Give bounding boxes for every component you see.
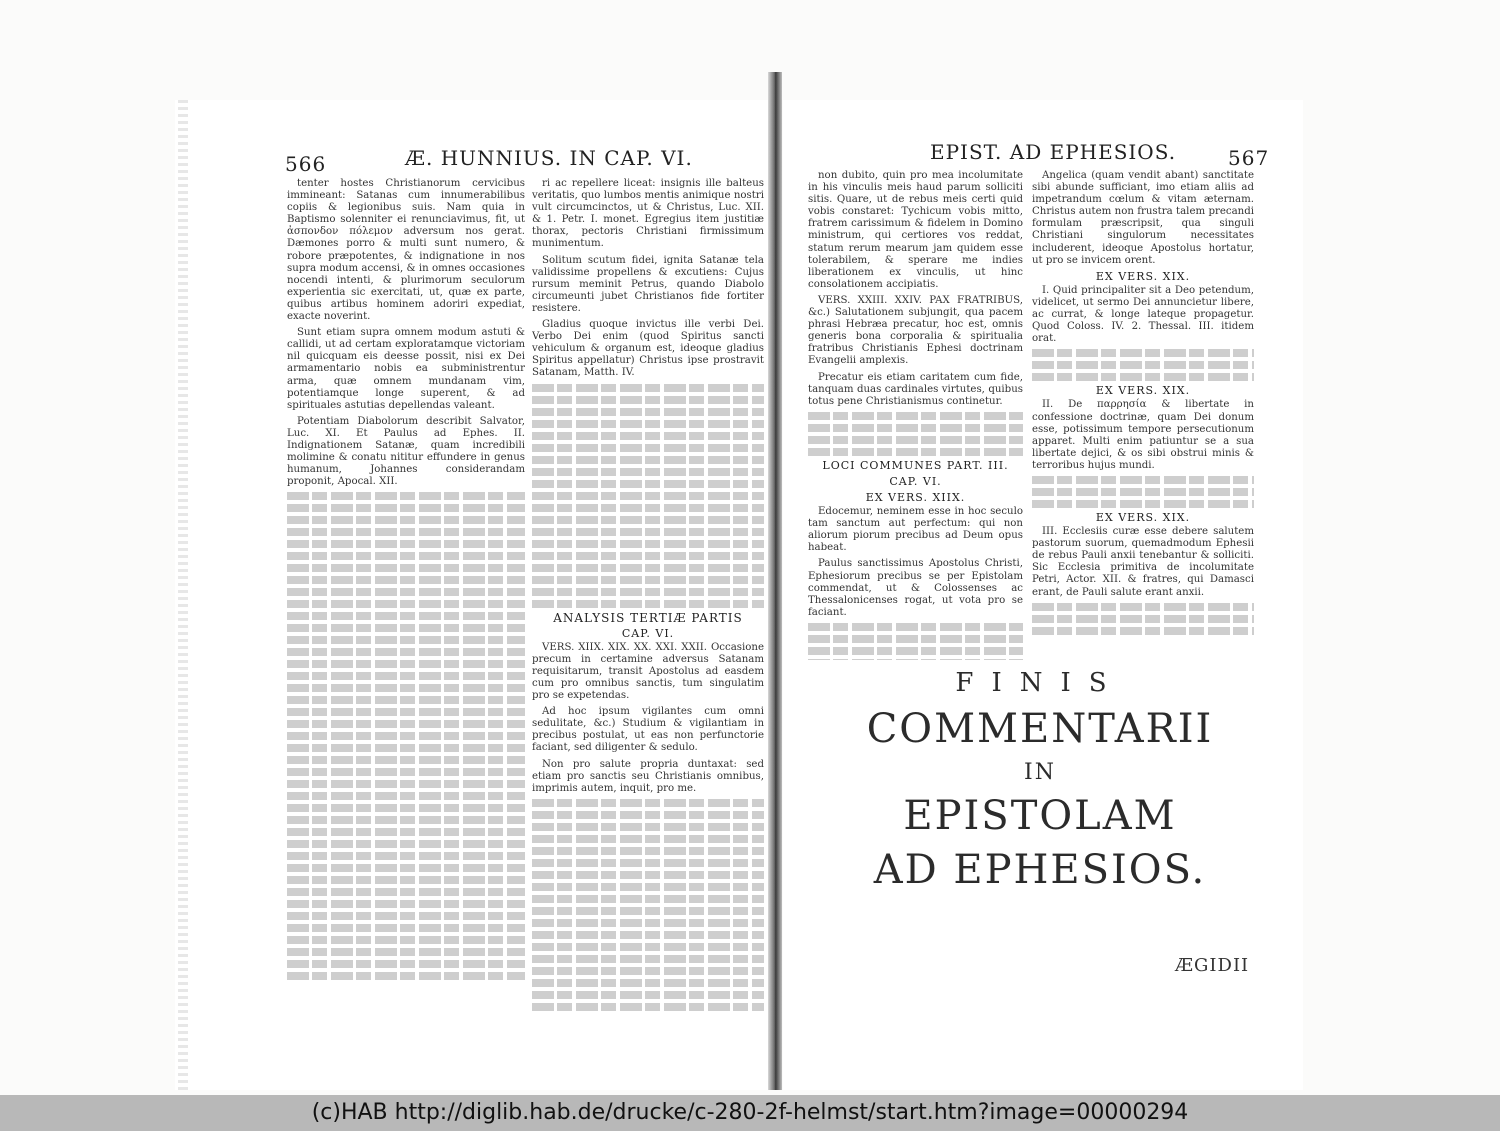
illegible-line: [287, 564, 525, 572]
illegible-line: [287, 540, 525, 548]
paragraph: III. Ecclesiis curæ esse debere salutem pastorum suorum, quemadmodum Ephesii de rebus Pauli anxii tenebantur & solliciti. Sic Ecclesia primitiva de incolumitate Petri, Actor. XII. & fratres, qui Damasci erant, de Pauli salute erant anxii.: [1032, 526, 1254, 598]
illegible-line: [532, 600, 764, 608]
book-gutter: [768, 72, 782, 1090]
illegible-line: [287, 696, 525, 704]
paragraph: Gladius quoque invictus ille verbi Dei. Verbo Dei enim (quod Spiritus sancti vehiculum & organum est, ideoque gladius Spiritus appellatur) Christus ipse prostravit Satanam, Matth. IV.: [532, 319, 764, 379]
footer-source-text: (c)HAB http://diglib.hab.de/drucke/c-280-2f-helmst/start.htm?image=00000294: [311, 1100, 1189, 1125]
illegible-line: [532, 907, 764, 915]
paragraph: tenter hostes Christianorum cervicibus immineant: Satanas cum innumerabilibus copiis & legionibus suis. Nam quia in Baptismo solenniter ei renunciavimus, fit, ut ἀσπονδον πόλεμον adversum nos gerat. Dæmones porro & multi sunt numero, & robore præpotentes, & indignatione in nos supra modum accensi, & in omnes occasiones nocendi intenti, & plurimorum seculorum experientia sic exercitati, ut, quæ ex parte, quibus artibus hominem adoriri expediat, exacte noverint.: [287, 178, 525, 323]
paragraph: I. Quid principaliter sit a Deo petendum, videlicet, ut sermo Dei annuncietur libere, ac currat, & longe lateque propagetur. Quod Coloss. IV. 2. Thessal. III. itidem orat.: [1032, 284, 1254, 345]
illegible-line: [532, 408, 764, 416]
illegible-line: [287, 624, 525, 632]
illegible-line: [287, 708, 525, 716]
colophon-ad-ephesios: AD EPHESIOS.: [873, 847, 1207, 893]
colophon-in: IN: [1024, 760, 1056, 785]
illegible-line: [287, 528, 525, 536]
illegible-line: [287, 852, 525, 860]
illegible-line: [532, 943, 764, 951]
illegible-line: [532, 871, 764, 879]
illegible-line: [287, 672, 525, 680]
paragraph: Sunt etiam supra omnem modum astuti & callidi, ut ad certam exploratamque victoriam nil quicquam eis deesse possit, nisi ex Dei armamentario nobis ea subministrentur arma, quæ omnem mundanam vim, potentiamque longe superent, & ad spirituales astutias depellendas valeant.: [287, 327, 525, 411]
illegible-line: [532, 883, 764, 891]
illegible-line: [532, 895, 764, 903]
illegible-line: [287, 960, 525, 968]
illegible-line: [532, 444, 764, 452]
illegible-line: [808, 424, 1023, 432]
left-running-head: Æ. HUNNIUS. IN CAP. VI.: [405, 146, 693, 170]
illegible-line: [1032, 373, 1254, 381]
colophon-epistolam: EPISTOLAM: [903, 793, 1177, 839]
illegible-line: [287, 840, 525, 848]
page-edge-left: [178, 100, 188, 1090]
illegible-line: [287, 648, 525, 656]
paragraph: Edocemur, neminem esse in hoc seculo tam sanctum aut perfectum: qui non aliorum piorum precibus ad Deum opus habeat.: [808, 506, 1023, 554]
illegible-line: [287, 864, 525, 872]
illegible-line: [287, 972, 525, 980]
illegible-line: [532, 835, 764, 843]
paragraph: ri ac repellere liceat: insignis ille balteus veritatis, quo lumbos mentis animique nostri vult circumcinctos, ut & Christus, Luc. XII. & 1. Petr. I. monet. Egregius item justitiæ thorax, pectoris Christiani firmissimum munimentum.: [532, 178, 764, 250]
illegible-line: [532, 588, 764, 596]
illegible-line: [532, 504, 764, 512]
illegible-line: [532, 811, 764, 819]
illegible-line: [532, 799, 764, 807]
illegible-line: [287, 876, 525, 884]
illegible-line: [532, 979, 764, 987]
right-running-head: EPIST. AD EPHESIOS.: [930, 140, 1177, 164]
loci-chapter: CAP. VI.: [889, 474, 942, 488]
illegible-line: [287, 756, 525, 764]
paragraph: Non pro salute propria duntaxat: sed etiam pro sanctis seu Christianis omnibus, imprimis autem, inquit, pro me.: [532, 758, 764, 794]
illegible-line: [287, 780, 525, 788]
illegible-line: [287, 888, 525, 896]
paragraph: VERS. XIIX. XIX. XX. XXI. XXII. Occasione precum in certamine adversus Satanam requisitarum, transit Apostolus ad easdem cum pro omnibus sanctis, tum singulatim pro se expetendas.: [532, 641, 764, 702]
catchword: ÆGIDII: [1175, 955, 1250, 976]
illegible-line: [532, 480, 764, 488]
illegible-line: [532, 528, 764, 536]
right-page-column-2: [1032, 170, 1254, 660]
paragraph: Angelica (quam vendit abant) sanctitate sibi abunde sufficiant, imo etiam aliis ad impetrandum cœlum & vitam æternam. Christus autem non frustra talem precandi formulam præscripsit, qua singuli Christiani singulorum necessitates includerent, ideoque Apostolus hortatur, ut pro se invicem orent.: [1032, 170, 1254, 266]
illegible-line: [808, 635, 1023, 643]
illegible-line: [532, 396, 764, 404]
paragraph: non dubito, quin pro mea incolumitate in his vinculis meis haud parum solliciti sitis. Quare, ut de rebus meis certi quid vobis constaret: Tychicum vobis mitto, fratrem carissimum & fidelem in Domino ministrum, qui certiores vos reddat, statum rerum mearum jam quidem esse tolerabilem, & sperare me indies liberationem ex vinculis, ut hinc consolationem accipiatis.: [808, 170, 1023, 290]
illegible-line: [287, 504, 525, 512]
illegible-line: [532, 967, 764, 975]
illegible-line: [1032, 627, 1254, 635]
footer-bar: [0, 1095, 1500, 1131]
illegible-line: [1032, 349, 1254, 357]
illegible-line: [287, 636, 525, 644]
illegible-line: [532, 420, 764, 428]
left-page-column-1: [287, 178, 525, 1028]
illegible-line: [287, 660, 525, 668]
illegible-line: [287, 684, 525, 692]
illegible-line: [532, 1003, 764, 1011]
illegible-line: [287, 600, 525, 608]
loci-title: LOCI COMMUNES PART. III.: [822, 458, 1009, 472]
illegible-line: [287, 732, 525, 740]
paragraph: Precatur eis etiam caritatem cum fide, tanquam duas cardinales virtutes, quibus totus pene Christianismus continetur.: [808, 371, 1023, 407]
illegible-line: [532, 552, 764, 560]
paragraph: II. De παρρησία & libertate in confessione doctrinæ, quam Dei donum esse, potissimum tempore persecutionum apparet. Multi enim patiuntur se a sua libertate dejici, & os sibi obstrui minis & terroribus hujus mundi.: [1032, 399, 1254, 471]
illegible-line: [532, 955, 764, 963]
illegible-line: [287, 588, 525, 596]
illegible-line: [1032, 476, 1254, 484]
illegible-line: [532, 516, 764, 524]
illegible-line: [532, 991, 764, 999]
finis-heading: FINIS: [955, 668, 1125, 698]
verse-heading: EX VERS. XIX.: [1095, 384, 1191, 398]
paragraph: VERS. XXIII. XXIV. PAX FRATRIBUS, &c.) Salutationem subjungit, qua pacem phrasi Hebræa precatur, hoc est, omnis generis bona corporalia & spiritualia fratribus Christianis Ephesi doctrinam Evangelii amplexis.: [808, 294, 1023, 367]
right-page-column-1: [808, 170, 1023, 660]
colophon-commentarii: COMMENTARII: [866, 706, 1214, 752]
illegible-line: [287, 492, 525, 500]
illegible-line: [287, 516, 525, 524]
illegible-line: [287, 828, 525, 836]
analysis-title: ANALYSIS TERTIÆ PARTIS: [553, 610, 743, 625]
illegible-line: [532, 468, 764, 476]
illegible-line: [532, 931, 764, 939]
illegible-line: [287, 768, 525, 776]
illegible-line: [532, 859, 764, 867]
illegible-line: [1032, 488, 1254, 496]
illegible-line: [287, 744, 525, 752]
illegible-line: [532, 823, 764, 831]
illegible-line: [287, 612, 525, 620]
illegible-line: [287, 948, 525, 956]
illegible-line: [808, 436, 1023, 444]
illegible-line: [287, 924, 525, 932]
verse-heading: EX VERS. XIX.: [1095, 510, 1191, 524]
colophon: [800, 668, 1280, 893]
illegible-line: [532, 492, 764, 500]
illegible-line: [1032, 615, 1254, 623]
illegible-line: [808, 448, 1023, 456]
illegible-line: [808, 623, 1023, 631]
illegible-line: [532, 564, 764, 572]
illegible-line: [532, 384, 764, 392]
illegible-line: [532, 432, 764, 440]
illegible-line: [287, 552, 525, 560]
paragraph: Ad hoc ipsum vigilantes cum omni sedulitate, &c.) Studium & vigilantiam in precibus postulat, ut eas non perfunctorie faciant, sed diligenter & sedulo.: [532, 706, 764, 754]
verse-heading: EX VERS. XIX.: [1095, 269, 1191, 283]
illegible-line: [287, 804, 525, 812]
paragraph: Potentiam Diabolorum describit Salvator, Luc. XI. Et Paulus ad Ephes. II. Indignationem Satanæ, quam incredibili molimine & conatu nititur effundere in genus humanum, Johannes considerandam proponit, Apocal. XII.: [287, 415, 525, 488]
right-page-number: 567: [1228, 146, 1270, 170]
illegible-line: [532, 456, 764, 464]
left-page-column-2: [532, 178, 764, 1028]
illegible-line: [532, 540, 764, 548]
illegible-line: [287, 720, 525, 728]
illegible-line: [287, 792, 525, 800]
illegible-line: [1032, 603, 1254, 611]
illegible-line: [532, 576, 764, 584]
illegible-line: [287, 936, 525, 944]
illegible-line: [808, 659, 1023, 660]
left-page-number: 566: [285, 152, 327, 176]
illegible-line: [287, 912, 525, 920]
illegible-line: [287, 576, 525, 584]
paragraph: Paulus sanctissimus Apostolus Christi, Ephesiorum precibus se per Epistolam commendat, ut & Colossenses ac Thessalonicenses rogat, ut vota pro se faciant.: [808, 558, 1023, 618]
illegible-line: [287, 816, 525, 824]
illegible-line: [287, 900, 525, 908]
analysis-chapter: CAP. VI.: [621, 626, 675, 640]
illegible-line: [808, 647, 1023, 655]
paragraph: Solitum scutum fidei, ignita Satanæ tela validissime propellens & excutiens: Cujus rursum meminit Petrus, quando Diabolo circumeunti jubet Christianos fide fortiter resistere.: [532, 254, 764, 314]
illegible-line: [532, 919, 764, 927]
illegible-line: [1032, 361, 1254, 369]
illegible-line: [532, 847, 764, 855]
illegible-line: [808, 412, 1023, 420]
loci-verse: EX VERS. XIIX.: [865, 490, 966, 504]
illegible-line: [1032, 500, 1254, 508]
